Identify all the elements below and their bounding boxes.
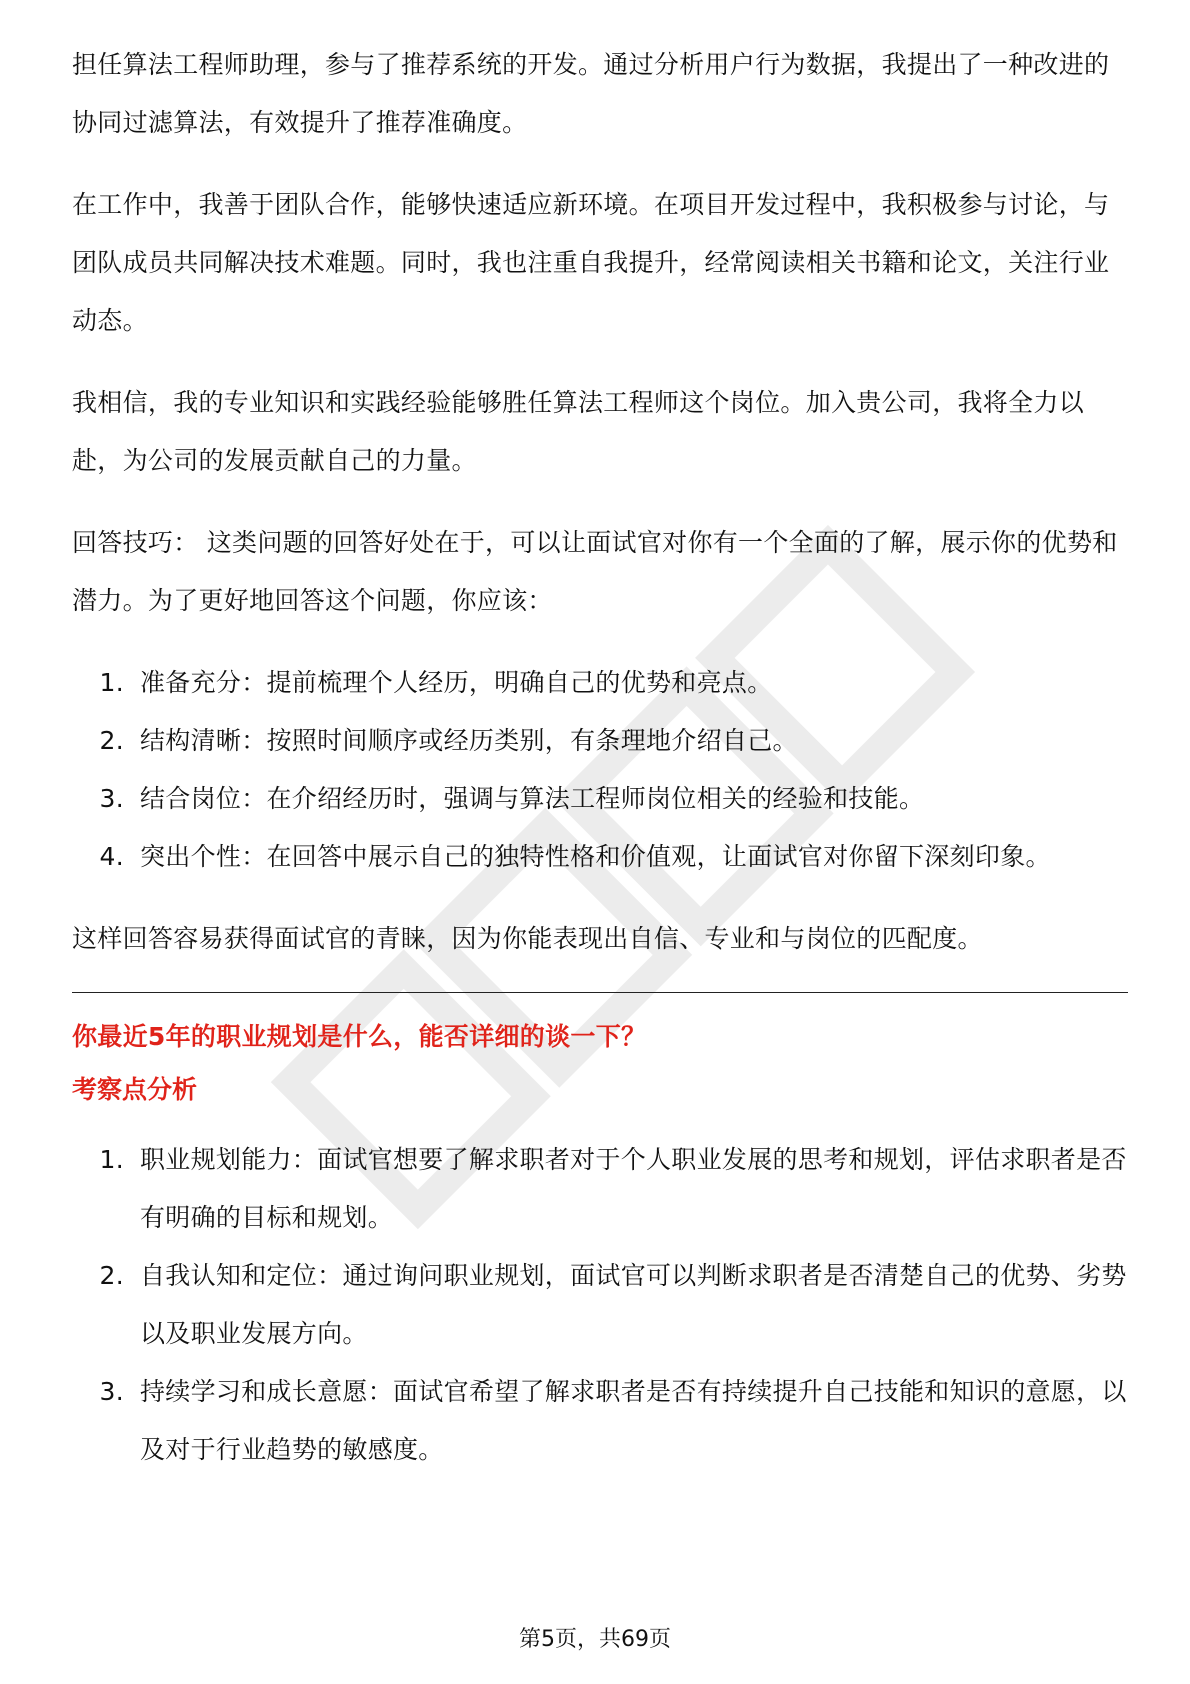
list-item-number: 4. xyxy=(99,842,124,871)
paragraph-teamwork: 在工作中，我善于团队合作，能够快速适应新环境。在项目开发过程中，我积极参与讨论，与团队成员共同解决技术难题。同时，我也注重自我提升，经常阅读相关书籍和论文，关注行业动态。 xyxy=(72,190,1110,335)
list-item-number: 3. xyxy=(99,784,124,813)
list-item-text: 持续学习和成长意愿：面试官希望了解求职者是否有持续提升自己技能和知识的意愿，以及对于行业趋势的敏感度。 xyxy=(140,1377,1127,1464)
list-item-text: 结构清晰：按照时间顺序或经历类别，有条理地介绍自己。 xyxy=(140,726,798,755)
list-item-text: 结合岗位：在介绍经历时，强调与算法工程师岗位相关的经验和技能。 xyxy=(140,784,925,813)
question-heading: 你最近5年的职业规划是什么，能否详细的谈一下？ xyxy=(72,1022,647,1051)
list-item xyxy=(72,1247,1128,1363)
tips-list xyxy=(72,654,1128,886)
list-item xyxy=(72,1363,1128,1479)
analysis-list xyxy=(72,1131,1128,1479)
section-title: 考察点分析 xyxy=(72,1075,198,1104)
page-number: 第5页，共69页 xyxy=(519,1627,671,1652)
list-item-text: 职业规划能力：面试官想要了解求职者对于个人职业发展的思考和规划，评估求职者是否有明确的目标和规划。 xyxy=(140,1145,1127,1232)
list-item-text: 自我认知和定位：通过询问职业规划，面试官可以判断求职者是否清楚自己的优势、劣势以及职业发展方向。 xyxy=(140,1261,1127,1348)
list-item xyxy=(72,654,1128,712)
list-item xyxy=(72,770,1128,828)
section-divider xyxy=(72,992,1128,993)
paragraph-confidence: 我相信，我的专业知识和实践经验能够胜任算法工程师这个岗位。加入贵公司，我将全力以赴，为公司的发展贡献自己的力量。 xyxy=(72,388,1085,475)
list-item-text: 突出个性：在回答中展示自己的独特性格和价值观，让面试官对你留下深刻印象。 xyxy=(140,842,1051,871)
list-item-number: 1. xyxy=(99,1145,124,1174)
list-item-number: 1. xyxy=(99,668,124,697)
list-item-number: 3. xyxy=(99,1377,124,1406)
paragraph-answer-tips: 回答技巧： 这类问题的回答好处在于，可以让面试官对你有一个全面的了解，展示你的优势和潜力。为了更好地回答这个问题，你应该： xyxy=(72,528,1118,615)
paragraph-experience: 担任算法工程师助理，参与了推荐系统的开发。通过分析用户行为数据，我提出了一种改进的协同过滤算法，有效提升了推荐准确度。 xyxy=(72,50,1110,137)
closing-paragraph: 这样回答容易获得面试官的青睐，因为你能表现出自信、专业和与岗位的匹配度。 xyxy=(72,924,983,953)
list-item xyxy=(72,1131,1128,1247)
list-item-number: 2. xyxy=(99,726,124,755)
list-item-text: 准备充分：提前梳理个人经历，明确自己的优势和亮点。 xyxy=(140,668,773,697)
list-item xyxy=(72,828,1128,886)
list-item xyxy=(72,712,1128,770)
list-item-number: 2. xyxy=(99,1261,124,1290)
document-page xyxy=(72,36,1128,1503)
